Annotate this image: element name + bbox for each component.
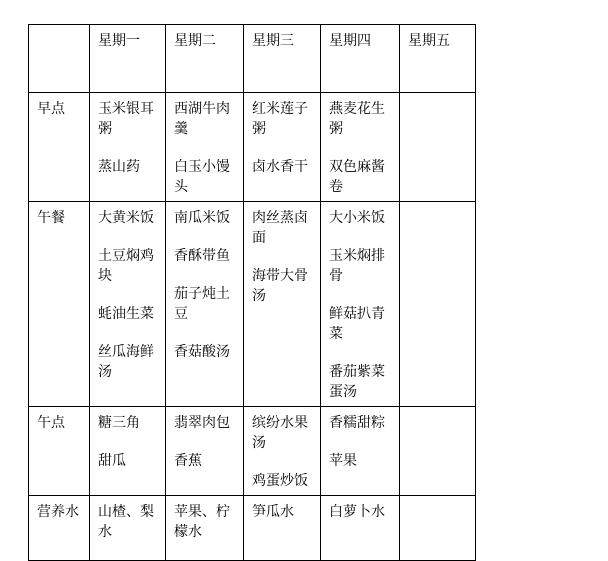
- corner-cell: [29, 25, 90, 93]
- menu-cell: [90, 93, 166, 202]
- menu-item: 甜瓜: [98, 453, 126, 469]
- meal-label: 早点: [29, 93, 90, 202]
- menu-item: 香菇酸汤: [174, 344, 230, 360]
- menu-item: 白玉小馒头: [174, 159, 230, 195]
- meal-label: 营养水: [29, 496, 90, 561]
- day-header-friday: 星期五: [400, 25, 476, 93]
- menu-item: 香蕉: [174, 453, 202, 469]
- menu-cell: [244, 407, 321, 496]
- menu-item: 海带大骨汤: [252, 268, 308, 304]
- menu-item: 缤纷水果汤: [252, 415, 308, 451]
- menu-cell: [321, 202, 400, 407]
- menu-item: 土豆焖鸡块: [98, 248, 154, 284]
- menu-item: 白萝卜水: [329, 504, 385, 520]
- meal-label: 午餐: [29, 202, 90, 407]
- menu-cell: [90, 202, 166, 407]
- menu-cell: [244, 93, 321, 202]
- menu-item: 红米莲子粥: [252, 101, 308, 137]
- menu-item: 香酥带鱼: [174, 248, 230, 264]
- day-header-tuesday: 星期二: [166, 25, 244, 93]
- menu-cell: [166, 202, 244, 407]
- menu-item: 山楂、梨水: [98, 504, 154, 540]
- day-header-thursday: 星期四: [321, 25, 400, 93]
- menu-cell-empty: [400, 496, 476, 561]
- menu-cell: [321, 496, 400, 561]
- menu-item: 鲜菇扒青菜: [329, 306, 385, 342]
- menu-cell: [90, 407, 166, 496]
- menu-cell: [244, 496, 321, 561]
- menu-item: 肉丝蒸卤面: [252, 210, 308, 246]
- menu-item: 苹果、柠檬水: [174, 504, 230, 540]
- menu-item: 香糯甜粽: [329, 415, 385, 431]
- menu-item: 丝瓜海鲜汤: [98, 344, 154, 380]
- menu-cell: [321, 407, 400, 496]
- menu-item: 玉米银耳粥: [98, 101, 154, 137]
- menu-item: 卤水香干: [252, 159, 308, 175]
- menu-cell: [244, 202, 321, 407]
- meal-row-breakfast: [29, 93, 476, 202]
- weekly-menu-table: [28, 24, 476, 561]
- menu-item: 大小米饭: [329, 210, 385, 226]
- menu-item: 大黄米饭: [98, 210, 154, 226]
- menu-item: 蒸山药: [98, 159, 140, 175]
- menu-item: 双色麻酱卷: [329, 159, 385, 195]
- menu-item: 蚝油生菜: [98, 306, 154, 322]
- menu-item: 玉米焖排骨: [329, 248, 385, 284]
- meal-row-nutrition-water: [29, 496, 476, 561]
- header-row: [29, 25, 476, 93]
- menu-item: 笋瓜水: [252, 504, 294, 520]
- menu-cell: [90, 496, 166, 561]
- menu-cell-empty: [400, 407, 476, 496]
- meal-label: 午点: [29, 407, 90, 496]
- menu-item: 茄子炖土豆: [174, 286, 230, 322]
- menu-cell-empty: [400, 93, 476, 202]
- meal-row-afternoon-snack: [29, 407, 476, 496]
- menu-cell: [166, 93, 244, 202]
- day-header-monday: 星期一: [90, 25, 166, 93]
- menu-item: 苹果: [329, 453, 357, 469]
- menu-cell: [166, 496, 244, 561]
- menu-cell: [321, 93, 400, 202]
- menu-cell-empty: [400, 202, 476, 407]
- menu-item: 鸡蛋炒饭: [252, 473, 308, 489]
- menu-item: 翡翠肉包: [174, 415, 230, 431]
- menu-item: 糖三角: [98, 415, 140, 431]
- menu-item: 南瓜米饭: [174, 210, 230, 226]
- menu-item: 番茄紫菜蛋汤: [329, 364, 385, 400]
- meal-row-lunch: [29, 202, 476, 407]
- menu-item: 西湖牛肉羹: [174, 101, 230, 137]
- day-header-wednesday: 星期三: [244, 25, 321, 93]
- menu-item: 燕麦花生粥: [329, 101, 385, 137]
- menu-cell: [166, 407, 244, 496]
